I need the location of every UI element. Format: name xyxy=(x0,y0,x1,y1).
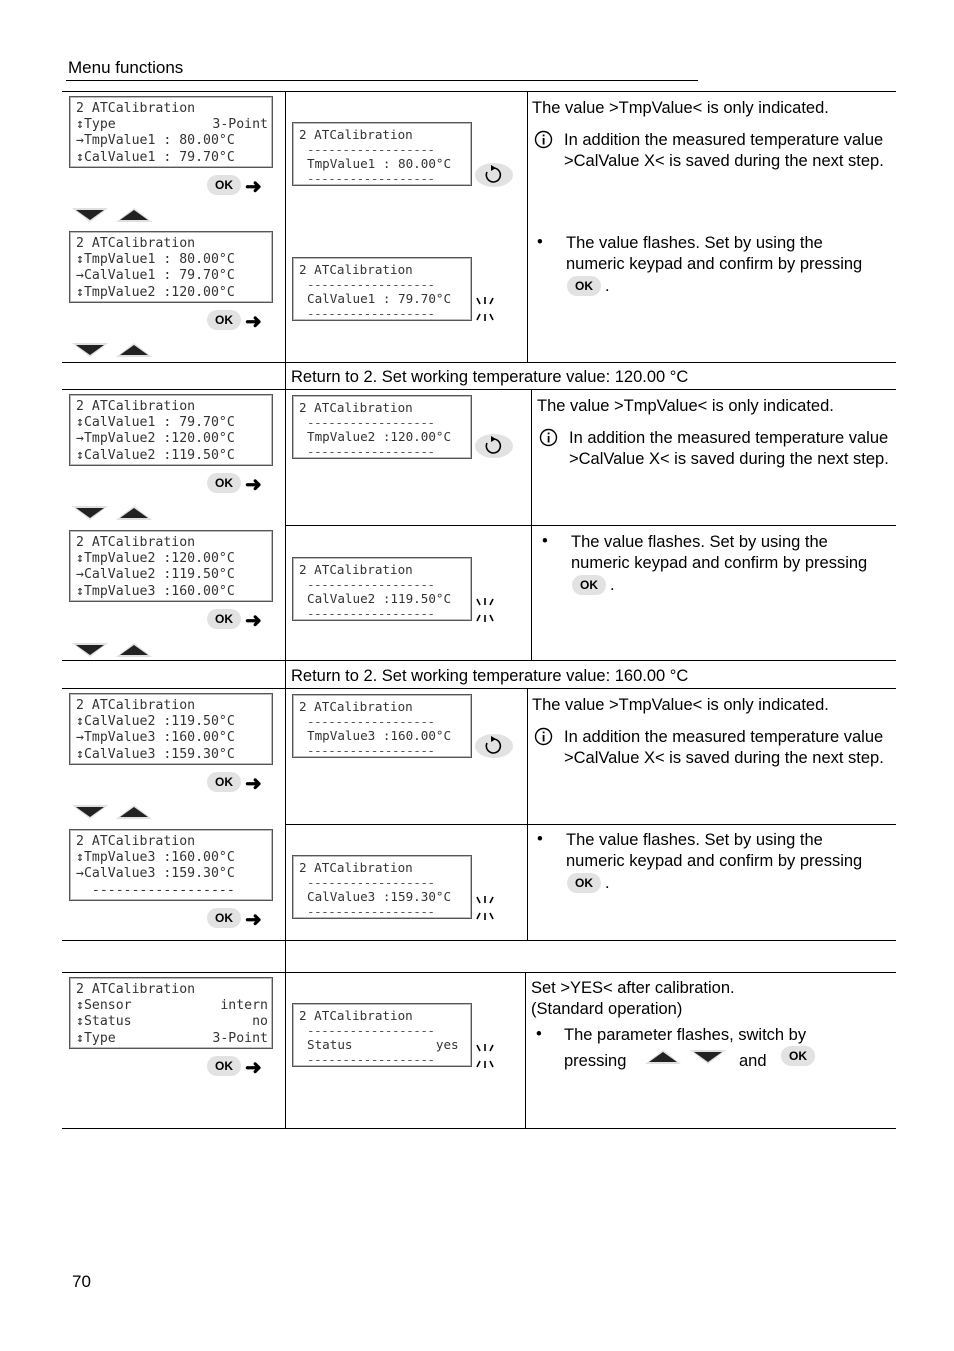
lcd-line-value xyxy=(268,133,272,149)
info-text: In addition the measured temperature value >CalValue X< is saved during the next step. xyxy=(564,131,884,170)
lcd-line-label: ↕TmpValue3 :160.00°C xyxy=(76,583,235,599)
lcd-line-title: 2 ATCalibration xyxy=(299,1008,413,1023)
ok-button[interactable]: OK xyxy=(207,1056,241,1076)
lcd-line-value xyxy=(268,236,272,252)
table-rule xyxy=(62,362,896,363)
lcd-line-value: intern xyxy=(220,998,268,1014)
lcd-line-value xyxy=(268,415,272,431)
arrow-right-icon: ➜ xyxy=(245,474,262,496)
lcd-line xyxy=(76,747,272,763)
lcd-display-left xyxy=(69,231,273,303)
table-rule xyxy=(286,824,896,825)
flash-icon xyxy=(474,895,496,921)
lcd-line xyxy=(76,698,272,714)
lcd-line-label: →CalValue1 : 79.70°C xyxy=(76,268,235,284)
arrow-right-icon: ➜ xyxy=(245,176,262,198)
lcd-line xyxy=(76,268,272,284)
info-icon xyxy=(539,428,558,447)
lcd-line xyxy=(76,415,272,431)
lcd-line-title: 2 ATCalibration xyxy=(299,400,413,415)
lcd-line-label: ↕Sensor xyxy=(76,998,132,1014)
lcd-dash-line: ------------------ xyxy=(307,443,435,459)
arrow-up-button[interactable] xyxy=(114,206,154,224)
lcd-line-label: 2 ATCalibration xyxy=(76,834,196,849)
info-icon xyxy=(534,727,553,746)
yes-text-1: Set >YES< after calibration. xyxy=(531,979,735,997)
lcd-display-detail xyxy=(292,257,472,321)
lcd-line-value xyxy=(268,535,272,551)
lcd-dash-line: ------------------ xyxy=(307,1051,435,1067)
lcd-dash-line: ------------------ xyxy=(307,141,435,157)
arrow-down-button[interactable] xyxy=(70,504,110,522)
lcd-line-value xyxy=(268,101,272,117)
lcd-line xyxy=(76,1014,272,1030)
lcd-line-value xyxy=(268,252,272,268)
arrow-down-button[interactable] xyxy=(688,1048,728,1066)
bullet: • xyxy=(542,532,548,550)
lcd-dash-line: ------------------ xyxy=(307,305,435,321)
arrow-right-icon: ➜ xyxy=(245,909,262,931)
table-rule xyxy=(62,389,896,390)
lcd-line xyxy=(76,535,272,551)
lcd-dash-line: ------------------ xyxy=(307,903,435,919)
lcd-dash-line: ------------------ xyxy=(307,414,435,430)
lcd-line-label: ↕TmpValue2 :120.00°C xyxy=(76,551,235,567)
period: . xyxy=(610,576,615,594)
lcd-line xyxy=(76,252,272,268)
ok-button[interactable]: OK xyxy=(567,276,601,296)
lcd-line-label: 2 ATCalibration xyxy=(76,982,196,997)
table-rule xyxy=(62,660,896,661)
lcd-line-label: ↕Type xyxy=(76,117,116,133)
lcd-line-value xyxy=(268,866,272,882)
lcd-line-label: 2 ATCalibration xyxy=(76,236,196,251)
lcd-line-value xyxy=(268,850,272,866)
lcd-line-value: 3-Point xyxy=(212,117,268,133)
lcd-line-value xyxy=(268,834,272,850)
lcd-display-left xyxy=(69,693,273,765)
lcd-line-value xyxy=(268,698,272,714)
lcd-line-label: 2 ATCalibration xyxy=(76,101,196,116)
lcd-line-label: ↕CalValue1 : 79.70°C xyxy=(76,149,235,165)
flash-text-2: numeric keypad and confirm by pressing xyxy=(566,255,863,273)
ok-button[interactable]: OK xyxy=(572,575,606,595)
col-rule xyxy=(285,688,286,940)
lcd-display-left xyxy=(69,96,273,168)
lcd-line-label: →TmpValue3 :160.00°C xyxy=(76,730,235,746)
page-header: Menu functions xyxy=(68,58,184,77)
lcd-line-title: 2 ATCalibration xyxy=(299,127,413,142)
yes-text-2: (Standard operation) xyxy=(531,1000,683,1018)
lcd-line-value xyxy=(268,730,272,746)
lcd-line-value xyxy=(268,150,272,166)
lcd-line-value: TmpValue3 :160.00°C xyxy=(307,728,452,743)
lcd-line xyxy=(76,133,272,149)
lcd-line-label: →CalValue2 :119.50°C xyxy=(76,567,235,583)
lcd-line xyxy=(76,584,272,600)
lcd-line-value xyxy=(268,883,272,899)
lcd-display-left xyxy=(69,977,273,1049)
lcd-line-label: ------------------ xyxy=(76,882,235,898)
lcd-display-detail xyxy=(292,855,472,919)
header-rule xyxy=(66,80,698,81)
lcd-line xyxy=(76,982,272,998)
flash-icon xyxy=(474,1043,496,1069)
refresh-icon xyxy=(474,733,514,759)
lcd-line-value: TmpValue1 : 80.00°C xyxy=(307,156,452,171)
arrow-up-button[interactable] xyxy=(114,803,154,821)
lcd-display-left xyxy=(69,394,273,466)
lcd-line-label: →TmpValue2 :120.00°C xyxy=(76,431,235,447)
flash-text-1: The value flashes. Set by using the xyxy=(571,533,828,551)
arrow-down-button[interactable] xyxy=(70,206,110,224)
bullet: • xyxy=(536,1025,542,1043)
arrow-up-button[interactable] xyxy=(114,504,154,522)
lcd-line xyxy=(76,431,272,447)
lcd-line-value: CalValue3 :159.30°C xyxy=(307,889,452,904)
lcd-line-label: ↕CalValue3 :159.30°C xyxy=(76,746,235,762)
lcd-line-value xyxy=(268,567,272,583)
info-text: In addition the measured temperature value >CalValue X< is saved during the next step. xyxy=(564,728,884,767)
arrow-up-button[interactable] xyxy=(114,341,154,359)
col-rule xyxy=(285,389,286,660)
lcd-line-value: no xyxy=(252,1014,268,1030)
ok-button[interactable]: OK xyxy=(781,1046,815,1066)
arrow-right-icon: ➜ xyxy=(245,1057,262,1079)
flash-text-1: The value flashes. Set by using the xyxy=(566,234,823,252)
lcd-line-value xyxy=(268,747,272,763)
lcd-line xyxy=(76,150,272,166)
lcd-line xyxy=(76,850,272,866)
lcd-line-value xyxy=(268,714,272,730)
lcd-display-left xyxy=(69,530,273,602)
lcd-line xyxy=(76,448,272,464)
param-text: The parameter flashes, switch by xyxy=(564,1026,807,1044)
lcd-dash-line: ------------------ xyxy=(307,874,435,890)
arrow-up-button[interactable] xyxy=(643,1048,683,1066)
table-rule xyxy=(62,972,896,973)
ok-button[interactable]: OK xyxy=(207,175,241,195)
bullet: • xyxy=(537,830,543,848)
lcd-dash-line: ------------------ xyxy=(307,742,435,758)
flash-icon xyxy=(474,296,496,322)
table-rule xyxy=(62,1128,896,1129)
lcd-display-detail xyxy=(292,1003,472,1067)
lcd-line-value xyxy=(268,268,272,284)
indicated-text: The value >TmpValue< is only indicated. xyxy=(537,397,834,415)
lcd-line-label: ↕Status xyxy=(76,1014,132,1030)
ok-button[interactable]: OK xyxy=(567,873,601,893)
lcd-line-label: ↕TmpValue2 :120.00°C xyxy=(76,284,235,300)
lcd-line xyxy=(76,567,272,583)
lcd-line-value: Status yes xyxy=(307,1037,459,1052)
col-rule xyxy=(285,362,286,389)
lcd-line-label: →TmpValue1 : 80.00°C xyxy=(76,133,235,149)
lcd-line xyxy=(76,714,272,730)
lcd-dash-line: ------------------ xyxy=(307,713,435,729)
period: . xyxy=(605,874,610,892)
flash-icon xyxy=(474,597,496,623)
period: . xyxy=(605,277,610,295)
ok-button[interactable]: OK xyxy=(207,473,241,493)
col-rule xyxy=(285,940,286,1128)
col-rule xyxy=(285,660,286,688)
table-rule xyxy=(62,940,896,941)
lcd-dash-line: ------------------ xyxy=(307,1022,435,1038)
lcd-line xyxy=(76,998,272,1014)
lcd-line-label: ↕Type xyxy=(76,1030,116,1046)
arrow-down-button[interactable] xyxy=(70,641,110,659)
lcd-line xyxy=(76,551,272,567)
indicated-text: The value >TmpValue< is only indicated. xyxy=(532,696,829,714)
lcd-display-detail xyxy=(292,395,472,459)
separator-text-1: Return to 2. Set working temperature value: 120.00 °C xyxy=(291,368,689,386)
lcd-line-value xyxy=(268,982,272,998)
lcd-line xyxy=(76,1031,272,1047)
ok-button[interactable]: OK xyxy=(207,908,241,928)
ok-button[interactable]: OK xyxy=(207,609,241,629)
lcd-line xyxy=(76,866,272,882)
lcd-line-label: →CalValue3 :159.30°C xyxy=(76,866,235,882)
arrow-right-icon: ➜ xyxy=(245,311,262,333)
lcd-line-value: CalValue2 :119.50°C xyxy=(307,591,452,606)
lcd-line-label: ↕CalValue2 :119.50°C xyxy=(76,447,235,463)
arrow-down-button[interactable] xyxy=(70,341,110,359)
flash-text-2: numeric keypad and confirm by pressing xyxy=(571,554,868,572)
lcd-line-value xyxy=(268,551,272,567)
lcd-line-value: 3-Point xyxy=(212,1030,268,1046)
lcd-line-value: CalValue1 : 79.70°C xyxy=(307,291,452,306)
lcd-dash-line: ------------------ xyxy=(307,170,435,186)
ok-button[interactable]: OK xyxy=(207,310,241,330)
lcd-dash-line: ------------------ xyxy=(307,576,435,592)
lcd-line xyxy=(76,730,272,746)
flash-text-2: numeric keypad and confirm by pressing xyxy=(566,852,863,870)
col-rule xyxy=(527,91,528,362)
flash-text-1: The value flashes. Set by using the xyxy=(566,831,823,849)
lcd-line xyxy=(76,236,272,252)
lcd-line-value xyxy=(268,584,272,600)
lcd-line xyxy=(76,101,272,117)
col-rule xyxy=(527,688,528,940)
lcd-display-left xyxy=(69,829,273,901)
arrow-down-button[interactable] xyxy=(70,803,110,821)
col-rule xyxy=(531,389,532,660)
lcd-display-detail xyxy=(292,557,472,621)
lcd-display-detail xyxy=(292,694,472,758)
lcd-line xyxy=(76,285,272,301)
pressing-text: pressing xyxy=(564,1052,627,1070)
refresh-icon xyxy=(474,162,514,188)
lcd-line xyxy=(76,883,272,899)
separator-text-2: Return to 2. Set working temperature value: 160.00 °C xyxy=(291,667,689,685)
lcd-line-label: ↕CalValue1 : 79.70°C xyxy=(76,415,235,431)
lcd-line xyxy=(76,399,272,415)
lcd-dash-line: ------------------ xyxy=(307,276,435,292)
table-rule xyxy=(62,688,896,689)
arrow-right-icon: ➜ xyxy=(245,773,262,795)
info-text: In addition the measured temperature value >CalValue X< is saved during the next step. xyxy=(569,429,889,468)
lcd-line-value xyxy=(268,448,272,464)
bullet: • xyxy=(537,233,543,251)
page-number: 70 xyxy=(72,1272,91,1291)
arrow-right-icon: ➜ xyxy=(245,610,262,632)
ok-button[interactable]: OK xyxy=(207,772,241,792)
lcd-line-label: ↕CalValue2 :119.50°C xyxy=(76,714,235,730)
lcd-line-title: 2 ATCalibration xyxy=(299,699,413,714)
lcd-dash-line: ------------------ xyxy=(307,605,435,621)
lcd-line-label: 2 ATCalibration xyxy=(76,698,196,713)
lcd-line-label: ↕TmpValue3 :160.00°C xyxy=(76,850,235,866)
lcd-line-value xyxy=(268,285,272,301)
lcd-line-title: 2 ATCalibration xyxy=(299,562,413,577)
table-rule xyxy=(62,91,896,92)
lcd-line-value xyxy=(268,399,272,415)
and-text: and xyxy=(739,1052,767,1070)
lcd-line-value: TmpValue2 :120.00°C xyxy=(307,429,452,444)
lcd-line xyxy=(76,834,272,850)
lcd-line xyxy=(76,117,272,133)
table-rule xyxy=(286,525,896,526)
lcd-line-value xyxy=(268,431,272,447)
col-rule xyxy=(285,91,286,362)
lcd-display-detail xyxy=(292,122,472,186)
lcd-line-title: 2 ATCalibration xyxy=(299,262,413,277)
lcd-line-label: 2 ATCalibration xyxy=(76,399,196,414)
lcd-line-title: 2 ATCalibration xyxy=(299,860,413,875)
col-rule xyxy=(525,972,526,1128)
info-icon xyxy=(534,130,553,149)
lcd-line-label: 2 ATCalibration xyxy=(76,535,196,550)
refresh-icon xyxy=(474,433,514,459)
indicated-text: The value >TmpValue< is only indicated. xyxy=(532,99,829,117)
lcd-line-label: ↕TmpValue1 : 80.00°C xyxy=(76,252,235,268)
arrow-up-button[interactable] xyxy=(114,641,154,659)
